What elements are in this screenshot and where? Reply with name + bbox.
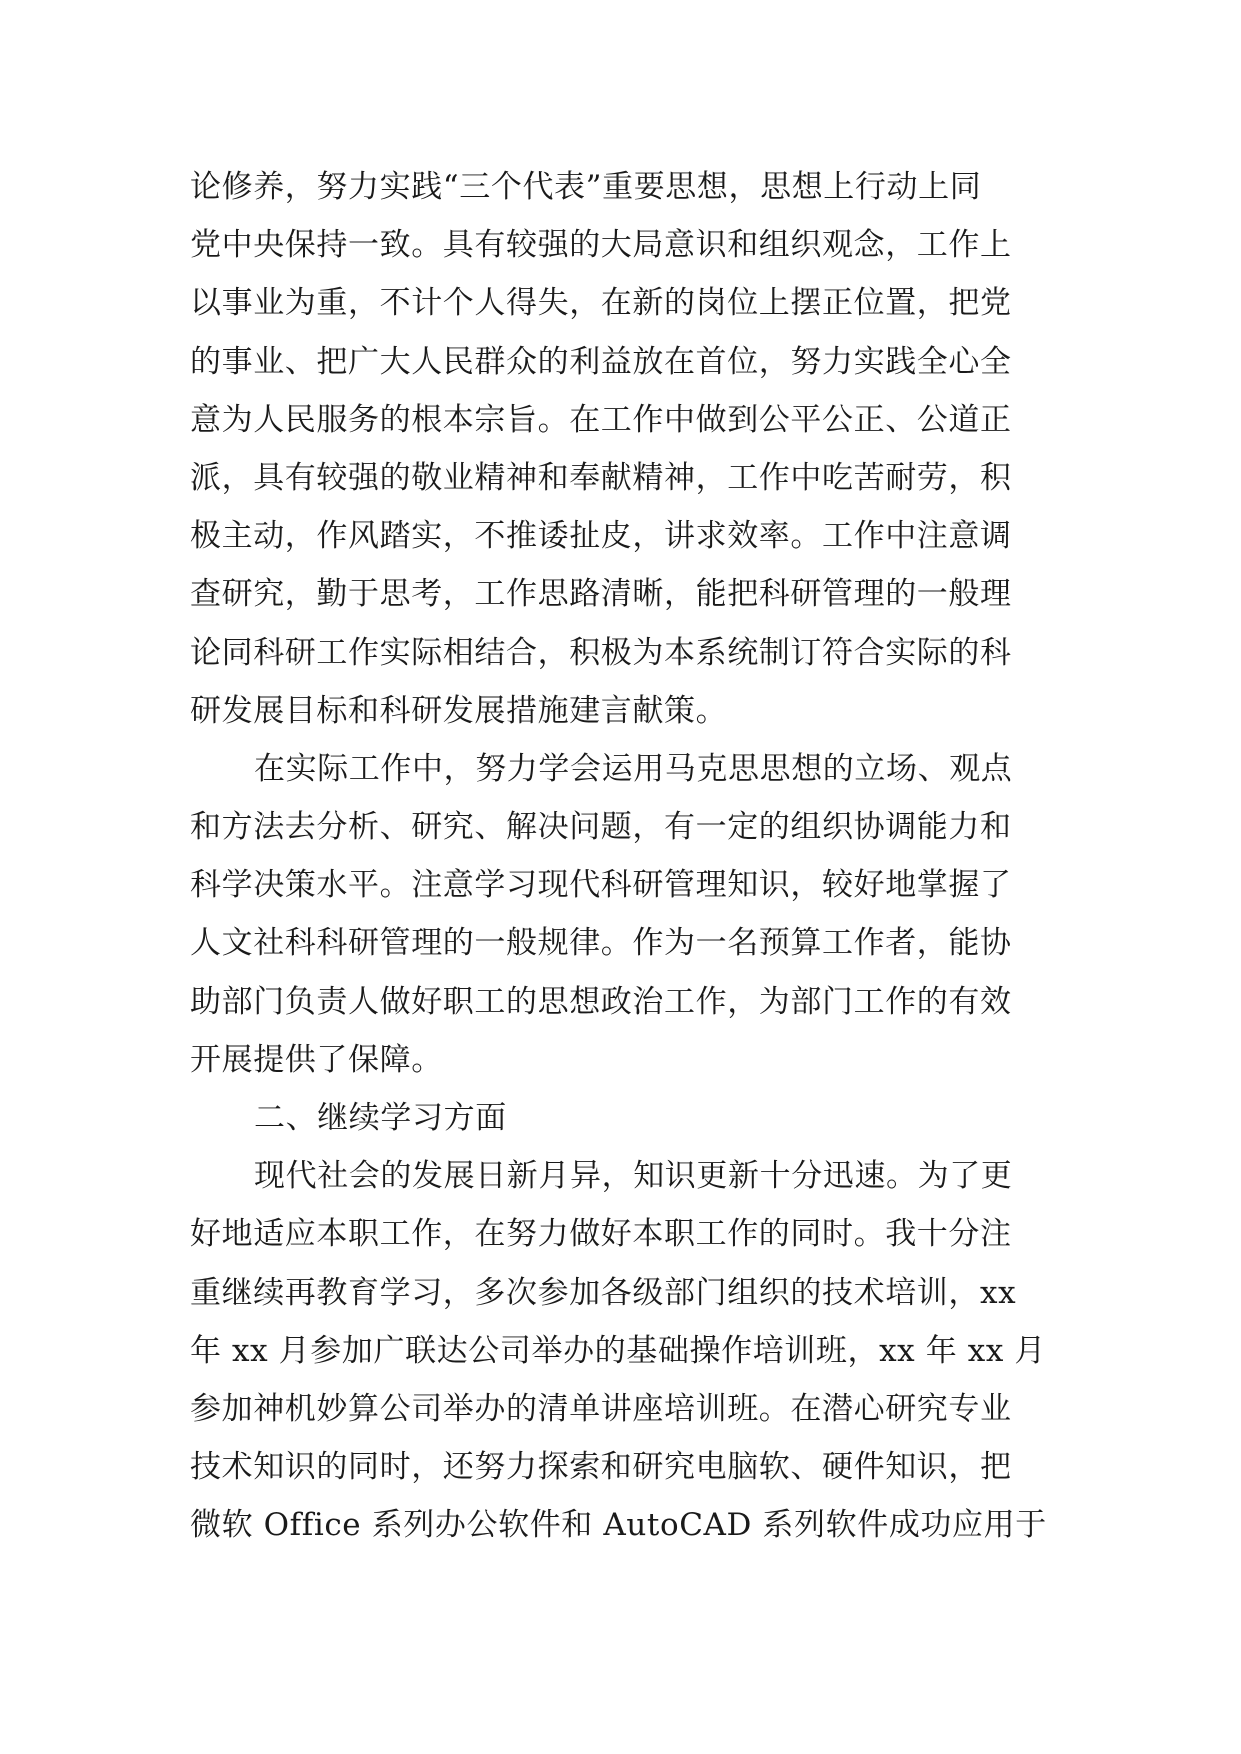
text-line: 科学决策水平。注意学习现代科研管理知识，较好地掌握了 xyxy=(190,867,1012,904)
text-line: 好地适应本职工作，在努力做好本职工作的同时。我十分注 xyxy=(190,1216,1012,1253)
text-line: 论修养，努力实践“三个代表”重要思想，思想上行动上同 xyxy=(190,169,982,205)
text-line: 现代社会的发展日新月异，知识更新十分迅速。为了更 xyxy=(254,1158,1013,1195)
text-line: 的事业、把广大人民群众的利益放在首位，努力实践全心全 xyxy=(190,343,1012,380)
section-heading: 二、继续学习方面 xyxy=(254,1100,507,1136)
text-line: 参加神机妙算公司举办的清单讲座培训班。在潜心研究专业 xyxy=(190,1390,1012,1427)
text-line: 派，具有较强的敬业精神和奉献精神，工作中吃苦耐劳，积 xyxy=(190,459,1012,496)
text-line: 在实际工作中，努力学会运用马克思思想的立场、观点 xyxy=(254,750,1013,787)
text-line: 论同科研工作实际相结合，积极为本系统制订符合实际的科 xyxy=(190,634,1012,671)
text-line: 意为人民服务的根本宗旨。在工作中做到公平公正、公道正 xyxy=(190,401,1012,438)
text-line: 年 xx 月参加广联达公司举办的基础操作培训班，xx 年 xx 月 xyxy=(190,1332,1046,1369)
paragraph-practical-work xyxy=(190,740,1050,1089)
text-line: 微软 Office 系列办公软件和 AutoCAD 系列软件成功应用于 xyxy=(190,1507,1047,1544)
text-line: 技术知识的同时，还努力探索和研究电脑软、硬件知识，把 xyxy=(190,1449,1012,1486)
paragraph-party-commitment xyxy=(190,158,1050,740)
text-line: 人文社科科研管理的一般规律。作为一名预算工作者，能协 xyxy=(190,925,1012,962)
document-body xyxy=(190,158,1050,1555)
text-line: 开展提供了保障。 xyxy=(190,1041,443,1078)
text-line: 重继续再教育学习，多次参加各级部门组织的技术培训，xx xyxy=(190,1274,1017,1311)
paragraph-continuing-education xyxy=(190,1147,1050,1554)
text-line: 研发展目标和科研发展措施建言献策。 xyxy=(190,692,728,729)
text-line: 极主动，作风踏实，不推诿扯皮，讲求效率。工作中注意调 xyxy=(190,518,1012,555)
text-line: 助部门负责人做好职工的思想政治工作，为部门工作的有效 xyxy=(190,983,1012,1020)
text-line: 党中央保持一致。具有较强的大局意识和组织观念，工作上 xyxy=(190,227,1012,264)
text-line: 和方法去分析、研究、解决问题，有一定的组织协调能力和 xyxy=(190,809,1012,846)
text-line: 查研究，勤于思考，工作思路清晰，能把科研管理的一般理 xyxy=(190,576,1012,613)
text-line: 以事业为重，不计个人得失，在新的岗位上摆正位置，把党 xyxy=(190,285,1012,322)
